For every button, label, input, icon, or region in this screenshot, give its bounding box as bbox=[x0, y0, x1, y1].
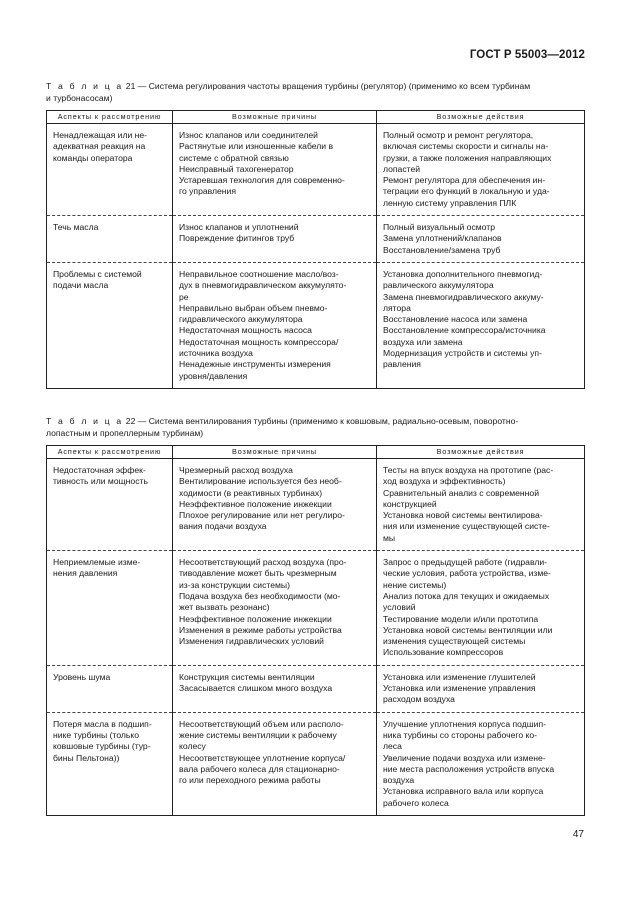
cell-line: Установка новой системы вентиляции или bbox=[383, 624, 553, 635]
cell-line: грузки, а также положения направляющих bbox=[383, 152, 552, 163]
cell-line: Засасывается слишком много воздуха bbox=[179, 683, 333, 694]
cell-line: го или переходного режима работы bbox=[179, 775, 321, 786]
cell-line: колесу bbox=[179, 741, 206, 752]
cell-line: ника турбины со стороны рабочего ко- bbox=[383, 729, 537, 740]
cell-line: Неправильно выбран объем пневмо- bbox=[179, 302, 328, 313]
cell-line: Неправильное соотношение масло/воз- bbox=[179, 268, 339, 279]
cell-line: Модернизация устройств и системы уп- bbox=[383, 348, 542, 359]
cell-line: Тесты на впуск воздуха на прототипе (рас- bbox=[383, 465, 554, 475]
cell-line: Несоответствующее уплотнение корпуса/ bbox=[179, 752, 346, 763]
cell-line: тиводавление может быть чрезмерным bbox=[179, 568, 337, 579]
caption-label: Т а б л и ц а bbox=[46, 416, 124, 426]
cell-line: Тестирование модели и/или прототипа bbox=[383, 613, 539, 624]
cell-line: ния или изменение существующей систе- bbox=[383, 521, 550, 532]
causes-cell bbox=[173, 216, 377, 263]
cell-line: подачи масла bbox=[53, 280, 109, 291]
cell-line: Повреждение фитингов труб bbox=[179, 233, 295, 244]
cell-line: Сравнительный анализ с современной bbox=[383, 487, 540, 498]
aspect-cell bbox=[47, 459, 173, 551]
caption-label: Т а б л и ц а bbox=[46, 81, 124, 91]
table-row bbox=[47, 124, 585, 216]
cell-line: го управления bbox=[179, 186, 236, 197]
cell-line: Неприемлемые изме- bbox=[53, 557, 141, 568]
cell-line: вала рабочего колеса для стационарно- bbox=[179, 763, 340, 774]
column-header-aspects: Аспекты к рассмотрению bbox=[47, 111, 173, 124]
cell-line: нике турбины (только bbox=[53, 729, 140, 740]
cell-line: расходом воздуха bbox=[383, 694, 455, 705]
table-row bbox=[47, 665, 585, 712]
cell-line: Восстановление/замена труб bbox=[383, 244, 501, 255]
causes-cell bbox=[173, 551, 377, 666]
table-22-caption bbox=[46, 416, 584, 439]
aspect-cell bbox=[47, 124, 173, 216]
cell-line: Устаревшая технология для современно- bbox=[179, 175, 345, 186]
cell-line: уровня/давления bbox=[179, 370, 248, 381]
cell-line: лопастей bbox=[383, 163, 421, 174]
cell-line: Установка дополнительного пневмогид- bbox=[383, 268, 543, 279]
cell-line: вания подачи воздуха bbox=[179, 521, 267, 532]
table-row bbox=[47, 712, 585, 815]
table-header-row bbox=[47, 111, 585, 124]
cell-line: дух в пневмогидравлическом аккумулято- bbox=[179, 280, 347, 291]
cell-line: жение системы вентиляции к рабочему bbox=[179, 729, 337, 740]
aspect-cell bbox=[47, 216, 173, 263]
cell-line: ческие условия, работа устройства, изме- bbox=[383, 568, 551, 579]
causes-cell bbox=[173, 262, 377, 388]
cell-line: Анализ потока для текущих и ожидаемых bbox=[383, 590, 550, 601]
cell-line: тивность или мощность bbox=[53, 476, 148, 487]
actions-cell bbox=[377, 712, 585, 815]
cell-line: Проблемы с системой bbox=[53, 268, 142, 279]
cell-line: Замена пневмогидравлического аккуму- bbox=[383, 291, 544, 302]
cell-line: воздуха или замена bbox=[383, 336, 463, 347]
cell-line: Подача воздуха без необходимости (мо- bbox=[179, 590, 341, 601]
cell-line: Восстановление компрессора/источника bbox=[383, 325, 546, 336]
table-row bbox=[47, 459, 585, 551]
cell-line: источника воздуха bbox=[179, 348, 253, 359]
cell-line: ход воздуха и эффективность) bbox=[383, 476, 506, 487]
cell-line: ходимости (в реактивных турбинах) bbox=[179, 487, 323, 498]
table-row bbox=[47, 551, 585, 666]
column-header-causes: Возможные причины bbox=[173, 111, 377, 124]
cell-line: равлического аккумулятора bbox=[383, 280, 494, 291]
cell-line: Установка или изменение управления bbox=[383, 683, 536, 694]
cell-line: гидравлического аккумулятора bbox=[179, 314, 303, 325]
cell-line: Ненадежные инструменты измерения bbox=[179, 359, 331, 370]
actions-cell bbox=[377, 216, 585, 263]
cell-line: Течь масла bbox=[53, 222, 99, 233]
table-21 bbox=[46, 110, 585, 389]
cell-line: Несоответствующий объем или располо- bbox=[179, 718, 344, 729]
causes-cell bbox=[173, 124, 377, 216]
table-22 bbox=[46, 445, 585, 816]
cell-line: Неэффективное положение инжекции bbox=[179, 498, 332, 509]
actions-cell bbox=[377, 665, 585, 712]
cell-line: команды оператора bbox=[53, 152, 133, 163]
causes-cell bbox=[173, 665, 377, 712]
cell-line: изменения существующей системы bbox=[383, 636, 526, 647]
cell-line: Неэффективное положение инжекции bbox=[179, 613, 332, 624]
aspect-cell bbox=[47, 551, 173, 666]
cell-line: Неисправный тахогенератор bbox=[179, 163, 294, 174]
aspect-cell bbox=[47, 712, 173, 815]
caption-line: 22 — Система вентилирования турбины (применимо к ковшовым, радиально-осевым, поворотно- bbox=[125, 416, 519, 426]
page-number: 47 bbox=[572, 829, 584, 840]
actions-cell bbox=[377, 262, 585, 388]
cell-line: Вентилирование используется без необ- bbox=[179, 476, 342, 487]
column-header-actions: Возможные действия bbox=[377, 446, 585, 459]
cell-line: включая системы скорости и сигналы на- bbox=[383, 141, 549, 152]
cell-line: системе с обратной связью bbox=[179, 152, 289, 163]
aspect-cell bbox=[47, 665, 173, 712]
cell-line: Потеря масла в подшип- bbox=[53, 718, 152, 729]
cell-line: Полный визуальный осмотр bbox=[383, 222, 495, 233]
cell-line: Конструкция системы вентиляции bbox=[179, 671, 315, 682]
causes-cell bbox=[173, 459, 377, 551]
cell-line: рабочего колеса bbox=[383, 797, 449, 808]
cell-line: ние места расположения устройств впуска bbox=[383, 763, 555, 774]
cell-line: Установка исправного вала или корпуса bbox=[383, 786, 544, 797]
cell-line: Недостаточная мощность насоса bbox=[179, 325, 312, 336]
causes-cell bbox=[173, 712, 377, 815]
cell-line: Запрос о предыдущей работе (гидравли- bbox=[383, 557, 547, 568]
cell-line: леса bbox=[383, 741, 402, 752]
cell-line: Чрезмерный расход воздуха bbox=[179, 465, 293, 475]
cell-line: Использование компрессоров bbox=[383, 647, 504, 658]
cell-line: из-за конструкции системы) bbox=[179, 579, 290, 590]
table-header-row bbox=[47, 446, 585, 459]
actions-cell bbox=[377, 551, 585, 666]
cell-line: Ненадлежащая или не- bbox=[53, 130, 148, 140]
standard-header: ГОСТ Р 55003—2012 bbox=[469, 49, 585, 61]
cell-line: Восстановление насоса или замена bbox=[383, 314, 528, 325]
cell-line: Изменения в режиме работы устройства bbox=[179, 624, 342, 635]
column-header-causes: Возможные причины bbox=[173, 446, 377, 459]
cell-line: конструкцией bbox=[383, 498, 437, 509]
cell-line: Полный осмотр и ремонт регулятора, bbox=[383, 130, 534, 140]
aspect-cell bbox=[47, 262, 173, 388]
table-row bbox=[47, 216, 585, 263]
cell-line: Износ клапанов и уплотнений bbox=[179, 222, 299, 233]
table-row bbox=[47, 262, 585, 388]
cell-line: Установка или изменение глушителей bbox=[383, 671, 536, 682]
table-21-caption bbox=[46, 81, 584, 104]
cell-line: Замена уплотнений/клапанов bbox=[383, 233, 502, 244]
cell-line: Ремонт регулятора для обеспечения ин- bbox=[383, 175, 546, 186]
cell-line: Недостаточная мощность компрессора/ bbox=[179, 336, 339, 347]
cell-line: Уровень шума bbox=[53, 671, 111, 682]
caption-line: и турбонасосам) bbox=[46, 92, 113, 103]
cell-line: нение системы) bbox=[383, 579, 447, 590]
column-header-aspects: Аспекты к рассмотрению bbox=[47, 446, 173, 459]
cell-line: бины Пельтона)) bbox=[53, 752, 120, 763]
cell-line: жет вызвать резонанс) bbox=[179, 602, 270, 613]
cell-line: ленную систему управления ПЛК bbox=[383, 197, 517, 208]
cell-line: воздуха bbox=[383, 775, 415, 786]
cell-line: лятора bbox=[383, 302, 411, 313]
cell-line: условий bbox=[383, 602, 416, 613]
cell-line: Улучшение уплотнения корпуса подшип- bbox=[383, 718, 546, 729]
cell-line: Увеличение подачи воздуха или измене- bbox=[383, 752, 546, 763]
cell-line: Износ клапанов или соединителей bbox=[179, 130, 318, 140]
cell-line: ковшовые турбины (тур- bbox=[53, 741, 151, 752]
cell-line: равления bbox=[383, 359, 421, 370]
actions-cell bbox=[377, 459, 585, 551]
cell-line: адекватная реакция на bbox=[53, 141, 146, 152]
cell-line: Установка новой системы вентилирова- bbox=[383, 510, 543, 521]
actions-cell bbox=[377, 124, 585, 216]
cell-line: Растянутые или изношенные кабели в bbox=[179, 141, 334, 152]
cell-line: Изменения гидравлических условий bbox=[179, 636, 324, 647]
cell-line: Несоответствующий расход воздуха (про- bbox=[179, 557, 347, 568]
cell-line: теграции его функций в локальную и уда- bbox=[383, 186, 550, 197]
cell-line: Плохое регулирование или нет регулиро- bbox=[179, 510, 345, 521]
cell-line: Недостаточная эффек- bbox=[53, 465, 146, 475]
caption-line: 21 — Система регулирования частоты вращения турбины (регулятор) (применимо ко всем турбинам bbox=[125, 81, 531, 91]
caption-line: лопастным и пропеллерным турбинам) bbox=[46, 427, 204, 438]
column-header-actions: Возможные действия bbox=[377, 111, 585, 124]
cell-line: ре bbox=[179, 291, 189, 302]
cell-line: мы bbox=[383, 532, 396, 543]
cell-line: нения давления bbox=[53, 568, 118, 579]
